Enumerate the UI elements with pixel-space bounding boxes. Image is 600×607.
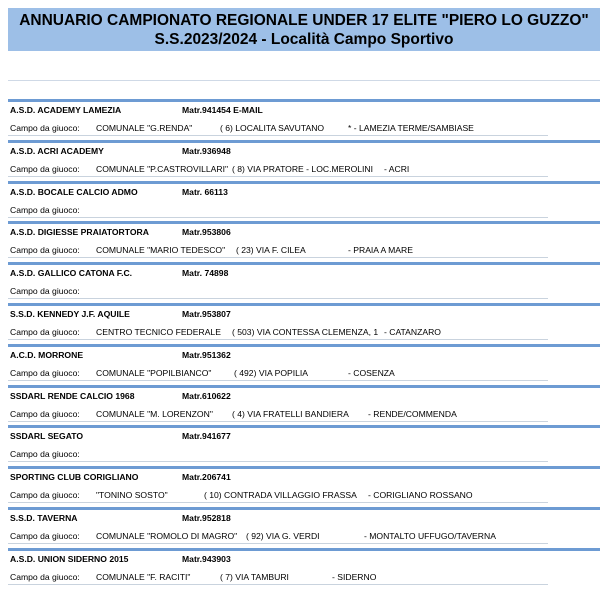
- row-divider: [8, 298, 548, 299]
- team-name: SSDARL SEGATO: [10, 431, 84, 442]
- section-bar: [8, 99, 600, 102]
- campo-name: COMUNALE "POPILBIANCO": [96, 367, 212, 378]
- team-entry: [8, 344, 600, 385]
- campo-address: ( 503) VIA CONTESSA CLEMENZA, 1: [232, 327, 379, 337]
- campo-address: ( 6) LOCALITA SAVUTANO: [220, 123, 325, 133]
- team-matricola: Matr. 74898: [182, 268, 229, 279]
- section-bar: [8, 140, 600, 143]
- campo-label: Campo da giuoco:: [10, 123, 80, 133]
- row-divider: [8, 543, 548, 544]
- team-matricola: Matr.951362: [182, 349, 231, 360]
- section-bar: [8, 262, 600, 265]
- section-bar: [8, 221, 600, 224]
- team-name: A.S.D. GALLICO CATONA F.C.: [10, 268, 133, 279]
- campo-city: - RENDE/COMMENDA: [368, 408, 457, 419]
- section-bar: [8, 548, 600, 551]
- campo-label: Campo da giuoco:: [10, 531, 80, 541]
- team-matricola: Matr. 66113: [182, 186, 228, 197]
- campo-name: CENTRO TECNICO FEDERALE: [96, 327, 221, 337]
- campo-address: ( 23) VIA F. CILEA: [236, 245, 306, 256]
- campo-name: COMUNALE "M. LORENZON": [96, 408, 213, 419]
- team-name: A.C.D. MORRONE: [10, 349, 84, 360]
- campo-label: Campo da giuoco:: [10, 571, 80, 582]
- campo-label: Campo da giuoco:: [10, 286, 80, 297]
- campo-label: Campo da giuoco:: [10, 408, 80, 419]
- campo-address: ( 492) VIA POPILIA: [234, 367, 309, 378]
- team-entry: [8, 425, 600, 466]
- team-matricola: Matr.206741: [182, 472, 231, 483]
- team-entry: [8, 303, 600, 344]
- campo-address: ( 7) VIA TAMBURI: [220, 571, 289, 582]
- team-entry: [8, 385, 600, 426]
- row-divider: [8, 339, 548, 340]
- team-name: S.S.D. TAVERNA: [10, 513, 78, 523]
- campo-city: - CORIGLIANO ROSSANO: [368, 490, 473, 501]
- row-divider: [8, 135, 548, 136]
- campo-label: Campo da giuoco:: [10, 245, 80, 256]
- campo-city: * - LAMEZIA TERME/SAMBIASE: [348, 123, 474, 133]
- team-matricola: Matr.943903: [182, 553, 231, 564]
- campo-address: ( 92) VIA G. VERDI: [246, 531, 320, 541]
- campo-address: ( 10) CONTRADA VILLAGGIO FRASSA: [204, 490, 357, 501]
- campo-address: ( 4) VIA FRATELLI BANDIERA: [232, 408, 349, 419]
- team-entry: [8, 507, 600, 548]
- team-matricola: Matr.610622: [182, 390, 231, 401]
- row-divider: [8, 421, 548, 422]
- section-bar: [8, 425, 600, 428]
- campo-city: - CATANZARO: [384, 327, 441, 337]
- campo-city: - PRAIA A MARE: [348, 245, 413, 256]
- team-entry: [8, 548, 600, 589]
- campo-label: Campo da giuoco:: [10, 163, 80, 174]
- team-matricola: Matr.952818: [182, 513, 231, 523]
- campo-label: Campo da giuoco:: [10, 327, 80, 337]
- row-divider: [8, 502, 548, 503]
- row-divider: [8, 584, 548, 585]
- campo-name: COMUNALE "MARIO TEDESCO": [96, 245, 226, 256]
- campo-name: COMUNALE "P.CASTROVILLARI": [96, 163, 229, 174]
- section-bar: [8, 303, 600, 306]
- team-name: A.S.D. BOCALE CALCIO ADMO: [10, 186, 138, 197]
- team-name: A.S.D. DIGIESSE PRAIATORTORA: [10, 227, 149, 238]
- campo-city: - SIDERNO: [332, 571, 377, 582]
- team-name: A.S.D. UNION SIDERNO 2015: [10, 553, 129, 564]
- team-matricola: Matr.953807: [182, 309, 231, 319]
- campo-name: "TONINO SOSTO": [96, 490, 168, 501]
- section-bar: [8, 344, 600, 347]
- team-entry: [8, 181, 600, 222]
- team-entry: [8, 262, 600, 303]
- header-divider: [8, 80, 600, 81]
- campo-city: - ACRI: [384, 163, 410, 174]
- section-bar: [8, 466, 600, 469]
- campo-address: ( 8) VIA PRATORE - LOC.MEROLINI: [232, 163, 374, 174]
- campo-label: Campo da giuoco:: [10, 449, 80, 460]
- document-title: ANNUARIO CAMPIONATO REGIONALE UNDER 17 ELITE "PIERO LO GUZZO": [19, 12, 589, 29]
- team-name: S.S.D. KENNEDY J.F. AQUILE: [10, 309, 130, 319]
- campo-name: COMUNALE "ROMOLO DI MAGRO": [96, 531, 238, 541]
- row-divider: [8, 257, 548, 258]
- team-name: SSDARL RENDE CALCIO 1968: [10, 390, 135, 401]
- campo-name: COMUNALE "F. RACITI": [96, 571, 191, 582]
- row-divider: [8, 461, 548, 462]
- campo-label: Campo da giuoco:: [10, 204, 80, 215]
- team-name: A.S.D. ACADEMY LAMEZIA: [10, 105, 122, 115]
- document-header: [8, 8, 600, 51]
- team-entry: [8, 221, 600, 262]
- row-divider: [8, 380, 548, 381]
- team-name: A.S.D. ACRI ACADEMY: [10, 145, 104, 156]
- section-bar: [8, 385, 600, 388]
- campo-name: COMUNALE "G.RENDA": [96, 123, 193, 133]
- team-entry: [8, 140, 600, 181]
- section-bar: [8, 181, 600, 184]
- team-matricola: Matr.953806: [182, 227, 231, 238]
- campo-label: Campo da giuoco:: [10, 367, 80, 378]
- team-name: SPORTING CLUB CORIGLIANO: [10, 472, 139, 483]
- row-divider: [8, 217, 548, 218]
- section-bar: [8, 507, 600, 510]
- document-subtitle: S.S.2023/2024 - Località Campo Sportivo: [154, 31, 454, 48]
- campo-city: - COSENZA: [348, 367, 395, 378]
- campo-label: Campo da giuoco:: [10, 490, 80, 501]
- campo-city: - MONTALTO UFFUGO/TAVERNA: [364, 531, 496, 541]
- team-entry: [8, 99, 600, 140]
- team-matricola: Matr.936948: [182, 145, 231, 156]
- row-divider: [8, 176, 548, 177]
- team-matricola: Matr.941677: [182, 431, 231, 442]
- team-matricola: Matr.941454 E-MAIL: [182, 105, 263, 115]
- team-entry: [8, 466, 600, 507]
